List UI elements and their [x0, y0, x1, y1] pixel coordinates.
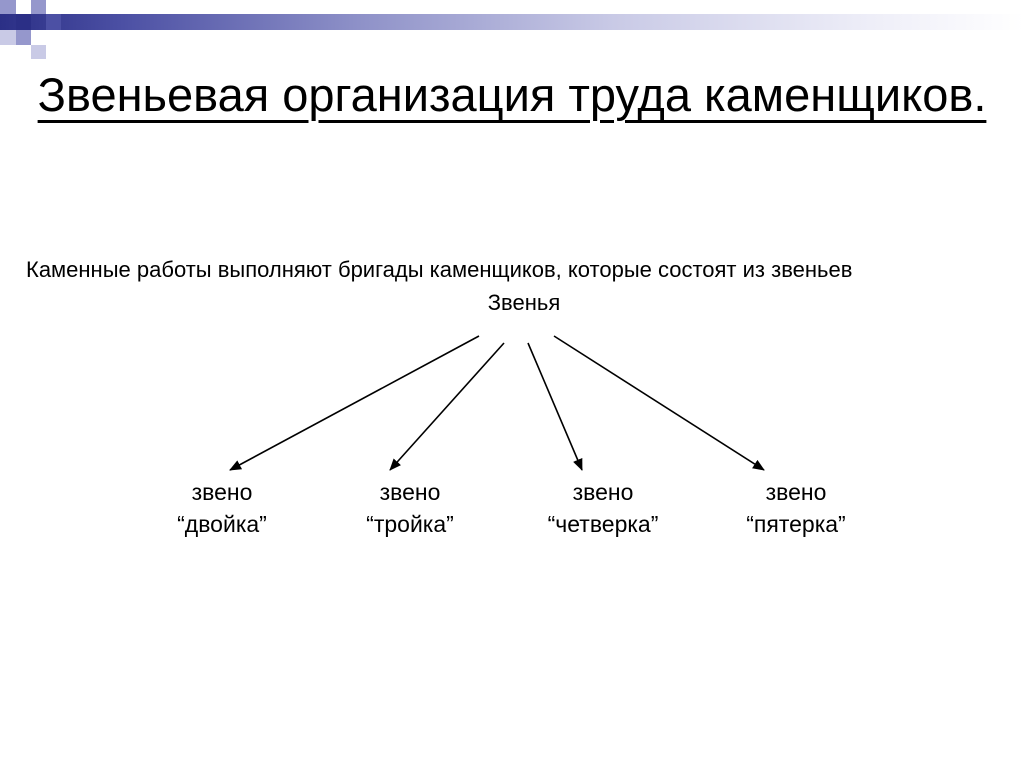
slide-title: Звеньевая организация труда каменщиков. [37, 68, 987, 121]
arrow-to-troika [390, 343, 504, 470]
intro-text: Каменные работы выполняют бригады каменщиков, которые состоят из звеньев [26, 257, 853, 282]
node-name: “четверка” [547, 511, 659, 537]
node-word: звено [765, 479, 827, 505]
node-name: “пятерка” [746, 511, 846, 537]
arrow-to-pyaterka [554, 336, 764, 470]
arrow-to-dvoika [230, 336, 479, 470]
diagram-root-label: Звенья [487, 290, 561, 315]
node-name: “двойка” [177, 511, 267, 537]
node-word: звено [191, 479, 253, 505]
node-word: звено [379, 479, 441, 505]
node-dvoika [132, 476, 312, 540]
node-pyaterka [706, 476, 886, 540]
node-troika [320, 476, 500, 540]
node-name: “тройка” [366, 511, 454, 537]
arrow-to-chetverka [528, 343, 582, 470]
node-chetverka [513, 476, 693, 540]
node-word: звено [572, 479, 634, 505]
